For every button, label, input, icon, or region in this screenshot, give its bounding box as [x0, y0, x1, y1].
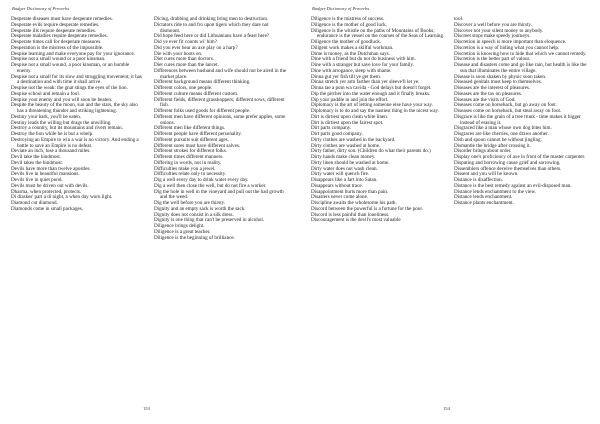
proverb-entry: Distance lends enchantment to the view. — [454, 188, 536, 195]
proverb-entry: Diligence is the mother of good luck. — [311, 21, 387, 28]
proverb-entry: Distance plants enchantment. — [454, 200, 514, 206]
proverb-entry: Distance lends enchantment. — [454, 194, 513, 201]
proverb-entry: Different colors, one people. — [154, 85, 213, 91]
proverb-entry: Discover not your silent money to anybody. — [454, 27, 544, 34]
proverb-entry: Did ye ever fit counts wi' him? — [154, 39, 217, 45]
proverb-entry: Different sores must have different salves. — [154, 142, 241, 149]
proverb-entry: Dirt parts good company. — [311, 131, 363, 137]
proverb-entry: Despise school and remain a fool. — [11, 90, 81, 97]
proverb-entry: Dirty clothes are washed in the backyard. — [311, 136, 396, 143]
proverb-entry: Devil take the hindmost. — [11, 154, 62, 160]
proverb-entry: Destiny your bark, you'll be eaten. — [11, 113, 82, 120]
proverb-entry: Distance is the best remedy against an evil-disposed man. — [454, 182, 572, 189]
proverb-entry: Desperate evils require desperate remedies. — [11, 21, 100, 28]
proverb-entry: Destroying an Empire to win a war is no victory. And ending a battle to save an Empire is no defeat. — [11, 136, 139, 149]
proverb-entry: Diligence is the beginning of brilliance. — [154, 234, 235, 241]
proverb-entry: Different culture means different custom. — [154, 90, 239, 97]
left-page-column-2 — [154, 17, 288, 241]
proverb-entry: Different pursuits suit different ages. — [154, 136, 229, 143]
proverb-entry: Discretion is a way of hiding what you cannot help. — [454, 44, 560, 51]
proverb-entry: Dirt parts company. — [311, 125, 352, 132]
proverb-entry: Diplomacy is the art of letting someone else have your way. — [311, 102, 434, 109]
proverb-entry: Diseased genitals must keep to themselves. — [454, 79, 542, 86]
proverb-entry: Diseases come on horseback, but steal away on foot. — [454, 108, 562, 114]
proverb-entry: Dignity is one thing that can't be preserved in alcohol. — [154, 217, 265, 224]
proverb-entry: Discipline awaits the wholesome his path. — [311, 200, 397, 206]
proverb-entry: Different folks used goods for different people. — [154, 108, 251, 114]
proverb-entry: Diamonds come in small packages. — [11, 205, 84, 212]
right-page-column-1 — [311, 17, 445, 224]
proverb-entry: Diligent work makes a skilful workman. — [311, 44, 394, 51]
proverb-entry: Dirty linen should be washed at home. — [311, 159, 390, 166]
proverb-entry: Discreet stops make speedy journeys. — [454, 33, 531, 40]
proverb-entry: Deviate an inch, lose a thousand miles. — [11, 148, 91, 155]
proverb-entry: Discord between the powerful is a fortune for the poor. — [311, 205, 424, 212]
proverb-entry: Dissemblers offence deceive themselves than others. — [454, 165, 562, 172]
proverb-entry: Discover a well before you are thirsty. — [454, 21, 532, 28]
proverb-entry: Desperate ills require desperate remedies. — [11, 27, 96, 34]
proverb-entry: Dirt is dirtiest upon clean white linen. — [311, 113, 389, 120]
proverb-entry: Differing in words, not in reality. — [154, 159, 222, 166]
running-header: Badger Dictionary of Proverbs — [312, 6, 370, 11]
running-header: Badger Dictionary of Proverbs — [12, 6, 70, 11]
proverb-entry: Dig a well every day to drink water every day. — [154, 177, 249, 183]
proverb-entry: Dignity and an empty sack is worth the sack. — [154, 205, 246, 212]
proverb-entry: Desperate maladies require desperate remedies. — [11, 33, 108, 40]
proverb-entry: Diligence the mother of goodluck. — [311, 39, 382, 45]
proverb-entry: Dine with arrogance, sleep with shame. — [311, 67, 392, 74]
proverb-entry: Dish and spoon cannot be without jingling. — [454, 136, 542, 143]
proverb-entry: Dicing, drabbing and drinking bring men to destruction. — [154, 16, 269, 22]
proverb-entry: Diligence is the whistle on the paths of Mountains of Books; endurance is the vessel on the courses of the Seas of Learning. — [311, 27, 445, 40]
proverb-entry: Disappears like a fart into Satan. — [311, 177, 378, 183]
proverb-entry: Desperate times call for desperate measures. — [11, 39, 102, 45]
proverb-entry: Dinna gut yer fish till ye get them. — [311, 73, 382, 80]
proverb-entry: Dig the well before you are thirsty. — [154, 200, 226, 206]
proverb-entry: Distance is disaffection. — [454, 177, 503, 183]
proverb-entry: Disgraced like a man whose own dog bites him. — [454, 125, 552, 132]
proverb-entry: Discretion is knowing how to hide that which we cannot remedy. — [454, 50, 587, 57]
proverb-entry: Devils live in quiet pond. — [11, 177, 63, 183]
proverb-entry: Desperate diseases must have desperate remedies. — [11, 16, 113, 22]
proverb-entry: Diligence is the mistress of success. — [311, 16, 385, 22]
proverb-entry: Despite the beauty of the moon, sun and the stars, the sky also has a threatening thunder and striking lightening. — [11, 102, 138, 114]
page-number: 154 — [443, 406, 450, 411]
proverb-entry: Different fields, different grasshoppers; different sows, different fish. — [154, 96, 285, 109]
proverb-entry: Dirty clothes are washed at home. — [311, 142, 381, 149]
proverb-entry: Dirty hands make clean money. — [311, 154, 376, 160]
proverb-entry: Dine with a stranger but save love for your family. — [311, 62, 414, 68]
proverb-entry: Diplomacy is to do and say the nastiest thing in the nicest way. — [311, 108, 439, 114]
proverb-entry: Disasters never come alone. — [311, 194, 369, 201]
proverb-entry: Dirt is dirtiest upon the fairest spot. — [311, 119, 384, 126]
proverb-entry: Disorder brings about order. — [454, 148, 512, 155]
left-page-column-1 — [11, 17, 145, 213]
proverb-entry: Devils live in beautiful mansions. — [11, 171, 80, 178]
proverb-entry: Diseases come on horseback, but go away on foot. — [454, 102, 557, 109]
proverb-entry: Dirty father, dirty son. (Children do what their parents do.) — [311, 148, 431, 155]
proverb-entry: Dissent and you will be known. — [454, 171, 519, 178]
proverb-entry: Difficulties relate only to necessity. — [154, 171, 227, 178]
proverb-entry: Did hope feed here or did Lithuanians have a feast here? — [154, 33, 270, 40]
proverb-entry: Disease is soon shaken by physic soon taken. — [454, 73, 547, 80]
proverb-entry: Display one's proficiency of axe in front of the master carpenter. — [454, 154, 586, 160]
proverb-entry: Different men like different things. — [154, 125, 226, 132]
proverb-entry: Diseases are the tax on pleasures. — [454, 90, 523, 97]
proverb-entry: Dirty water will quench fire. — [311, 171, 370, 178]
proverb-entry: Devil takes the hindmost. — [11, 159, 64, 166]
proverb-entry: Destroy a country, but its mountains and rivers remain. — [11, 125, 123, 132]
proverb-entry: Di diaskes' part a di night, a when day worn light. — [11, 194, 113, 201]
proverb-entry: Dignity does not consist in a silk dress. — [154, 211, 234, 218]
proverb-entry: Despise learning and make everyone pay for your ignorance. — [11, 50, 136, 57]
proverb-entry: Destiny leads the willing but drags the unwilling. — [11, 119, 112, 126]
proverb-entry: Differences between husband and wife should not be aired in the market place. — [154, 67, 287, 80]
proverb-entry: Disgraces are like cherries, one draws another. — [454, 131, 549, 137]
proverb-entry: Die with your boots on. — [154, 50, 203, 57]
proverb-entry: Different times different manners. — [154, 154, 224, 160]
right-page — [300, 0, 600, 424]
proverb-entry: Dinna tae a poin wa cavida - God delays but doesn't forget. — [311, 85, 432, 91]
proverb-entry: Diligence brings delight. — [154, 223, 205, 229]
proverb-entry: Devils have more than twelve apostles. — [11, 165, 91, 172]
proverb-entry: Dip the pitcher into the water enough and it finally breaks. — [311, 90, 431, 97]
proverb-entry: Did you ever hear an axe play on a harp? — [154, 44, 238, 51]
proverb-entry: Diet cures more than the lancet. — [154, 62, 219, 68]
proverb-entry: Disappears without trace. — [311, 182, 363, 189]
proverb-entry: Different strokes for different folks. — [154, 148, 227, 155]
proverb-entry: Dinna stretch yer arm farther than yer sleeve'll let ye. — [311, 79, 420, 86]
proverb-entry: Despise your enemy and you will soon be beaten. — [11, 96, 113, 103]
proverb-entry: Dig the hole in well in the vineyard and pull out the bad growth and the weed. — [154, 188, 284, 201]
proverb-entry: Discord is less painful than loneliness. — [311, 211, 390, 218]
proverb-entry: Devils must be driven out with devils. — [11, 182, 89, 189]
proverb-entry: Dictators ride to and fro upon tigers which they dare not dismount. — [154, 21, 269, 34]
proverb-entry: Disputing and borrowing cause grief and sorrowing. — [454, 159, 561, 166]
proverb-entry: Different people have different personality. — [154, 131, 242, 137]
proverb-entry: Diseases are the visits of God. — [454, 96, 516, 103]
proverb-entry: Disgrace is like the grain of a tree trunk - time makes it bigger instead of erasing it. — [454, 113, 581, 126]
proverb-entry: Diligence is a great teacher. — [154, 228, 211, 235]
proverb-entry: Discretion in speech is more important than eloquence. — [454, 39, 567, 45]
proverb-entry: Dime is money, as the Dutchman says. — [311, 50, 390, 57]
proverb-entry: Dine with a friend but do not do business with him. — [311, 56, 416, 63]
proverb-entry: Discouragement is the devil's most valuable — [311, 217, 401, 224]
proverb-entry: Destroy the lion while he is but a whelp. — [11, 131, 94, 137]
proverb-entry: Dig a well then close the well, but do not fire a worker. — [154, 182, 267, 189]
proverb-entry: Diseases are the interest of pleasures. — [454, 85, 531, 91]
proverb-entry: Dharma, when protected, protects. — [11, 188, 82, 195]
proverb-entry: Diet cures more than doctors. — [154, 56, 215, 63]
proverb-entry: Despise not a small for its slow and struggling movement; it has a destination and with time it shall arrive. — [11, 73, 142, 86]
proverb-entry: Difficulties make you a jewel. — [154, 165, 216, 172]
proverb-entry: tool. — [454, 16, 464, 22]
proverb-entry: Dip your paddle in and join the effort. — [311, 96, 389, 103]
proverb-entry: Diamond cut diamond. — [11, 200, 58, 206]
proverb-entry: Despise not a small wound or a poor kinsman. — [11, 56, 106, 63]
proverb-entry: Disease and disasters come and go like rain, but health is like the sun that illuminates the entire village. — [454, 62, 587, 74]
proverb-entry: Despise not the weak: the gnat stings the eyes of the lion. — [11, 85, 128, 91]
proverb-entry: Different men have different opinions, some prefer apples, some onions. — [154, 113, 286, 126]
proverb-entry: Different background means different thinking. — [154, 79, 251, 86]
right-page-column-2 — [454, 17, 588, 207]
proverb-entry: Dismantle the bridge after crossing it. — [454, 142, 531, 149]
proverb-entry: Discretion is the better part of valour. — [454, 56, 531, 63]
proverb-entry: Disappointment hurts more than pain. — [311, 188, 389, 195]
proverb-entry: Despise not a small wound, a poor kinsman, or an humble enemy. — [11, 62, 130, 74]
proverb-entry: Dirty water does not wash clean. — [311, 165, 378, 172]
page-number: 153 — [143, 406, 150, 411]
proverb-entry: Desperation is the mistress of the impossible. — [11, 44, 104, 51]
